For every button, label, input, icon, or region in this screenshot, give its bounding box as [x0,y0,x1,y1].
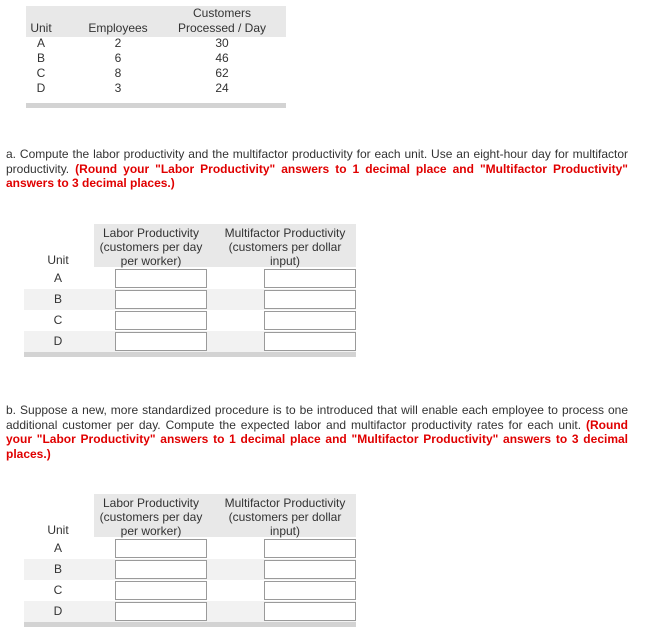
question-b-rounding-note: (Round your "Labor Productivity" answers to 1 decimal place and "Multifactor Productivity" answers to 3 decimal places.) [6,417,628,461]
unit-label: B [53,562,62,576]
question-b-text: b. Suppose a new, more standardized procedure is to be introduced that will enable each employee to process one additional customer per day. Compute the expected labor and multifactor productivity rates for each unit. [6,403,628,432]
multifactor-productivity-input-b[interactable] [264,560,356,579]
unit-label: C [53,313,63,327]
labor-productivity-input-d[interactable] [115,332,207,351]
header-line: input) [269,254,301,268]
multifactor-productivity-header [215,496,355,538]
header-line: input) [269,524,301,538]
multifactor-productivity-input-d[interactable] [264,602,356,621]
multifactor-productivity-input-c[interactable] [264,311,356,330]
labor-productivity-input-b[interactable] [115,290,207,309]
header-line: per worker) [120,254,182,268]
unit-label: A [53,271,62,285]
question-a-rounding-note: (Round your "Labor Productivity" answers to 1 decimal place and "Multifactor Productivity" answers to 3 decimal places.) [6,161,629,190]
unit-cell: D [36,81,46,95]
employees-header: Employees [88,21,148,35]
header-line: (customers per day [99,510,203,524]
labor-productivity-header [96,496,206,538]
unit-label: D [53,334,63,348]
multifactor-productivity-input-a[interactable] [264,539,356,558]
question-b [6,403,628,461]
header-line: Multifactor Productivity [224,226,346,240]
table-footer-bar [24,352,356,357]
header-line: Labor Productivity [102,226,200,240]
unit-cell: B [36,51,45,65]
customers-header-line2: Processed / Day [177,21,267,35]
labor-productivity-input-a[interactable] [115,539,207,558]
unit-label: B [53,292,62,306]
customers-cell: 62 [215,66,229,80]
unit-header: Unit [47,253,69,267]
data-table [26,6,286,108]
employees-cell: 6 [114,51,122,65]
table-footer-bar [24,622,356,627]
unit-cell: A [36,36,45,50]
labor-productivity-input-d[interactable] [115,602,207,621]
header-line: Labor Productivity [102,496,200,510]
customers-cell: 30 [215,36,229,50]
multifactor-productivity-header [215,226,355,268]
header-line: (customers per dollar [228,240,342,254]
unit-label: C [53,583,63,597]
unit-label: A [53,541,62,555]
table-footer-bar [26,103,286,108]
multifactor-productivity-input-a[interactable] [264,269,356,288]
customers-cell: 46 [215,51,229,65]
answer-table-a [24,224,356,357]
multifactor-productivity-input-c[interactable] [264,581,356,600]
unit-label: D [53,604,63,618]
labor-productivity-input-a[interactable] [115,269,207,288]
labor-productivity-input-b[interactable] [115,560,207,579]
employees-cell: 3 [114,81,122,95]
header-line: Multifactor Productivity [224,496,346,510]
header-line: (customers per day [99,240,203,254]
labor-productivity-input-c[interactable] [115,581,207,600]
customers-header-line1: Customers [192,6,251,20]
employees-cell: 8 [114,66,122,80]
employees-cell: 2 [114,36,122,50]
multifactor-productivity-input-b[interactable] [264,290,356,309]
question-a [6,147,628,191]
answer-table-b [24,494,356,627]
unit-header: Unit [30,21,52,35]
customers-cell: 24 [215,81,229,95]
question-a-text: a. Compute the labor productivity and the multifactor productivity for each unit. Use an eight-hour day for multifactor productivity. [6,147,628,176]
header-line: per worker) [120,524,182,538]
unit-cell: C [36,66,46,80]
labor-productivity-input-c[interactable] [115,311,207,330]
labor-productivity-header [96,226,206,268]
multifactor-productivity-input-d[interactable] [264,332,356,351]
unit-header: Unit [47,523,69,537]
header-line: (customers per dollar [228,510,342,524]
